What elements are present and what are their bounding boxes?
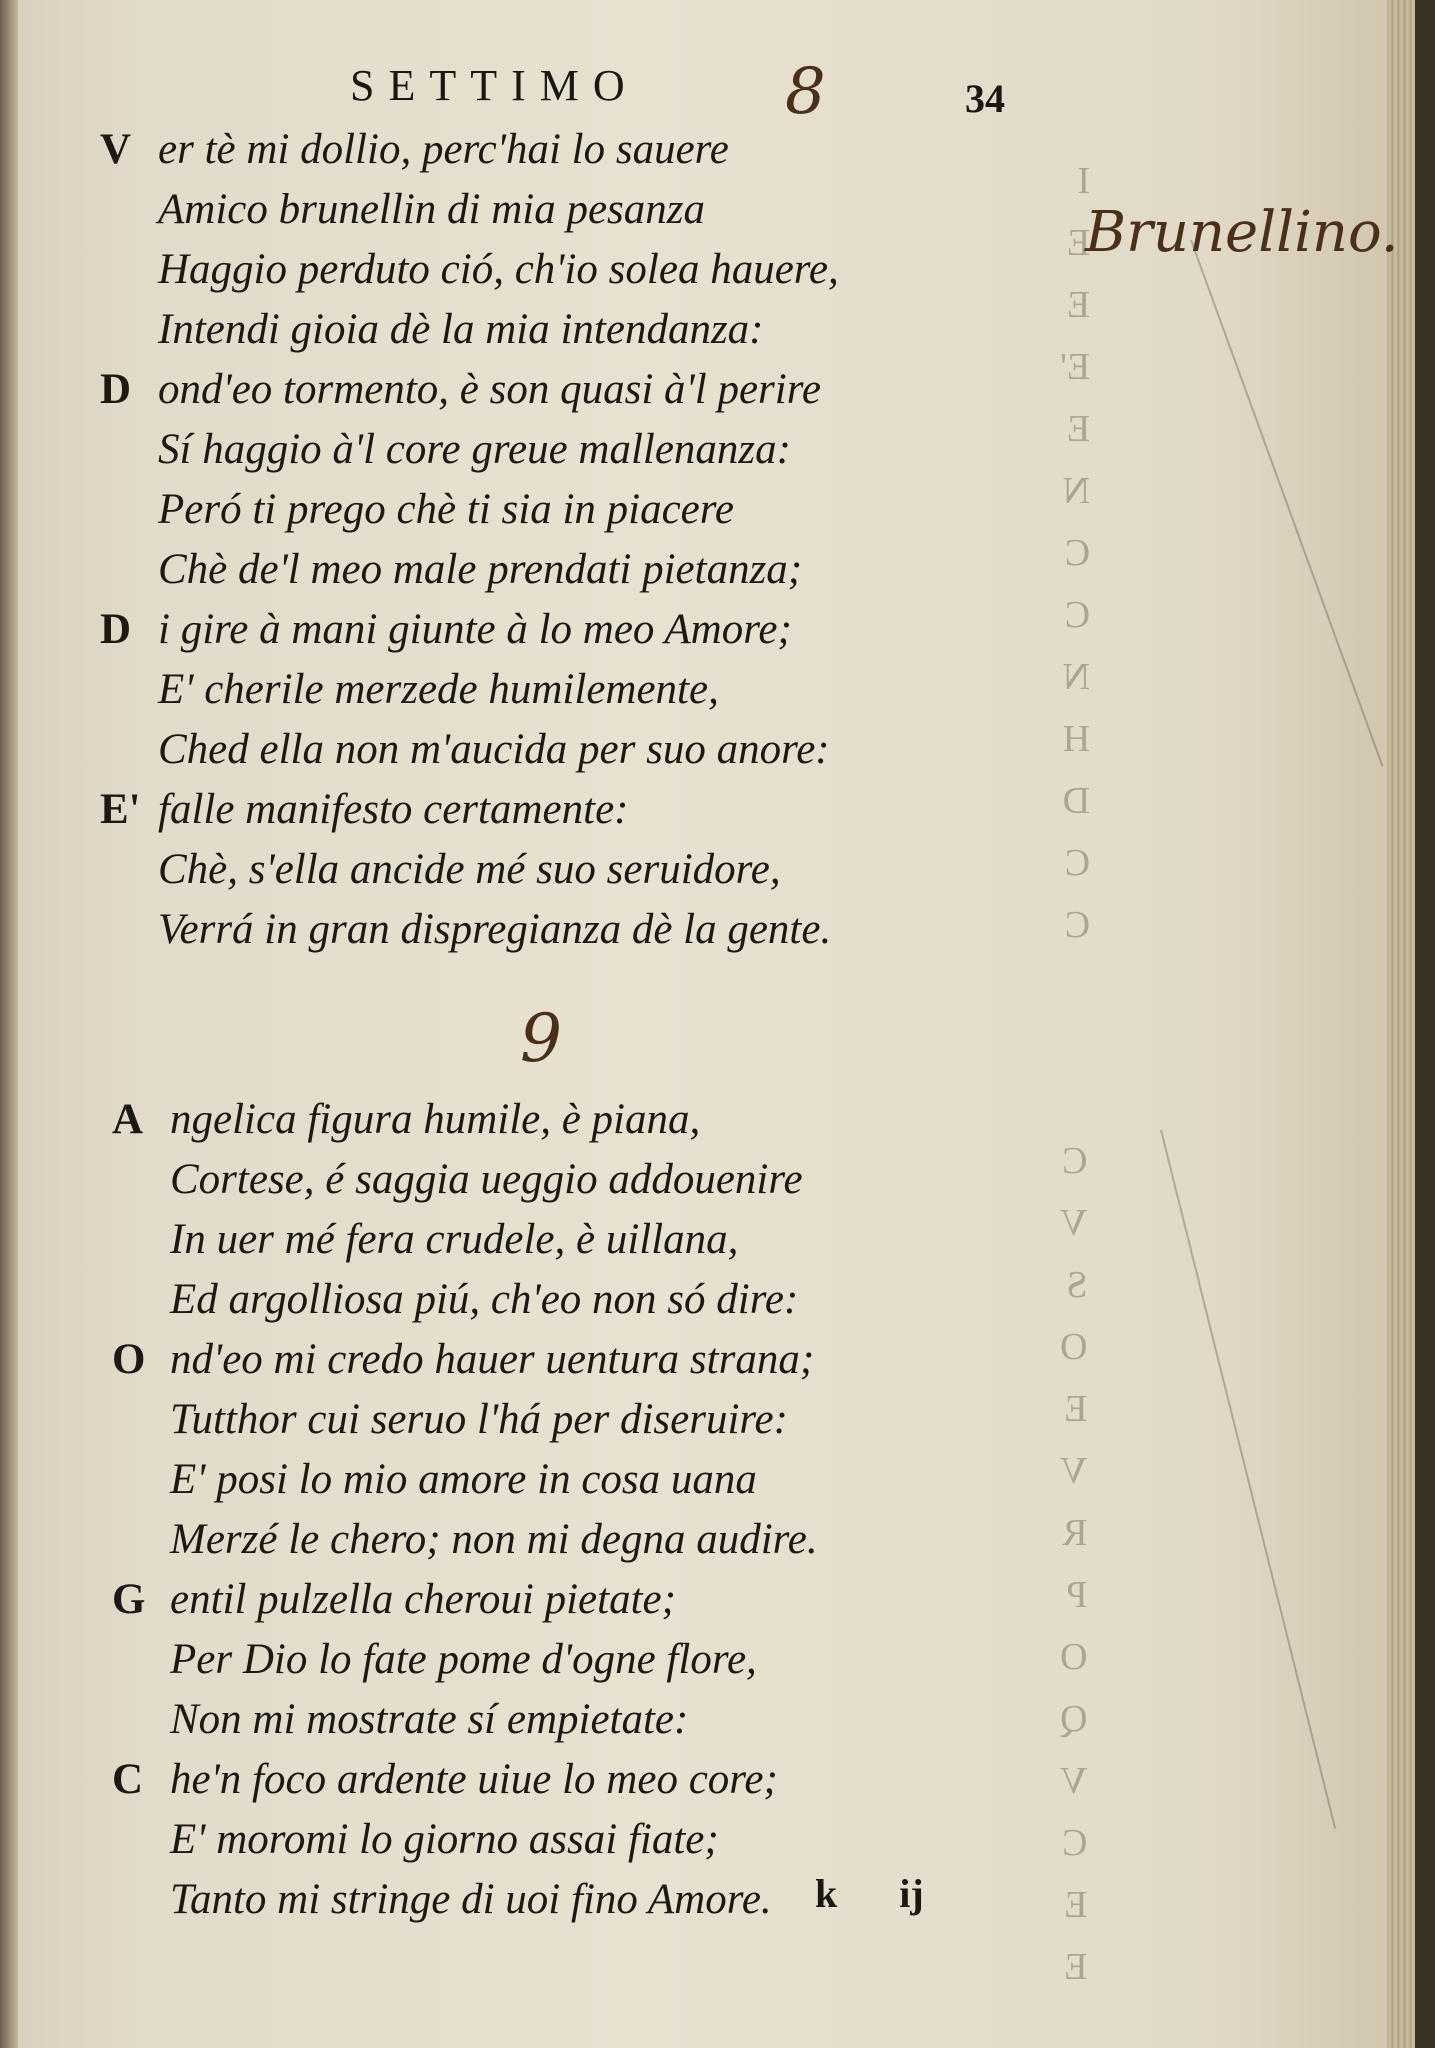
verse-line: Amico brunellin di mia pesanza	[158, 186, 706, 233]
verse-line: Sí haggio à'l core greue mallenanza:	[158, 426, 791, 473]
verse-line: Tanto mi stringe di uoi fino Amore.	[170, 1876, 772, 1923]
verse-line: Cortese, é saggia ueggio addouenire	[170, 1156, 803, 1203]
verse-line: Merzé le chero; non mi degna audire.	[170, 1516, 818, 1563]
verse-line: O nd'eo mi credo hauer uentura strana;	[112, 1336, 815, 1383]
gutter-shadow	[0, 0, 18, 2048]
verse-line: C he'n foco ardente uiue lo meo core;	[112, 1756, 778, 1803]
sonnet-9	[112, 1090, 818, 1930]
signature-mark	[815, 1870, 924, 1917]
page-fore-edge	[1387, 0, 1415, 2048]
verse-line: E' moromi lo giorno assai fiate;	[170, 1816, 719, 1863]
verse-line: In uer mé fera crudele, è uillana,	[170, 1216, 739, 1263]
pencil-mark	[1190, 240, 1383, 767]
verse-line: Peró ti prego chè ti sia in piacere	[158, 486, 734, 533]
handwritten-sonnet-number-9: 9	[520, 1000, 562, 1077]
verse-line: E' cherile merzede humilemente,	[158, 666, 719, 713]
signature-number: ij	[899, 1871, 924, 1916]
verse-line: D ond'eo tormento, è son quasi à'l perire	[100, 366, 821, 413]
verse-line: Verrá in gran dispregianza dè la gente.	[158, 906, 832, 953]
signature-letter: k	[815, 1871, 838, 1916]
verse-line: Per Dio lo fate pome d'ogne flore,	[170, 1636, 757, 1683]
handwritten-margin-note: Brunellino.	[1085, 200, 1399, 265]
verse-line: G entil pulzella cheroui pietate;	[112, 1576, 676, 1623]
show-through-decoration-2: C V S O E V R P O Q V C E E	[1060, 1140, 1088, 1988]
verse-line: A ngelica figura humile, è piana,	[112, 1096, 701, 1143]
show-through-decoration: I E E E' E N C C N H D C C	[1060, 160, 1091, 946]
verse-line: Chè de'l meo male prendati pietanza;	[158, 546, 803, 593]
pencil-mark-2	[1160, 1130, 1336, 1829]
verse-line: Ed argolliosa piú, ch'eo non só dire:	[170, 1276, 799, 1323]
verse-line: E' falle manifesto certamente:	[100, 786, 629, 833]
page-number: 34	[965, 76, 1005, 121]
verse-line: Tutthor cui seruo l'há per diseruire:	[170, 1396, 788, 1443]
verse-line: D i gire à mani giunte à lo meo Amore;	[100, 606, 792, 653]
verse-line: E' posi lo mio amore in cosa uana	[170, 1456, 757, 1503]
verse-line: V er tè mi dollio, perc'hai lo sauere	[100, 126, 729, 173]
verse-line: Non mi mostrate sí empietate:	[170, 1696, 689, 1743]
handwritten-sonnet-number-8: 8	[785, 55, 826, 129]
verse-line: Haggio perduto ció, ch'io solea hauere,	[158, 246, 839, 293]
running-title: SETTIMO	[350, 61, 639, 110]
verse-line: Ched ella non m'aucida per suo anore:	[158, 726, 830, 773]
verse-line: Chè, s'ella ancide mé suo seruidore,	[158, 846, 781, 893]
sonnet-8	[100, 120, 839, 960]
verse-line: Intendi gioia dè la mia intendanza:	[158, 306, 764, 353]
